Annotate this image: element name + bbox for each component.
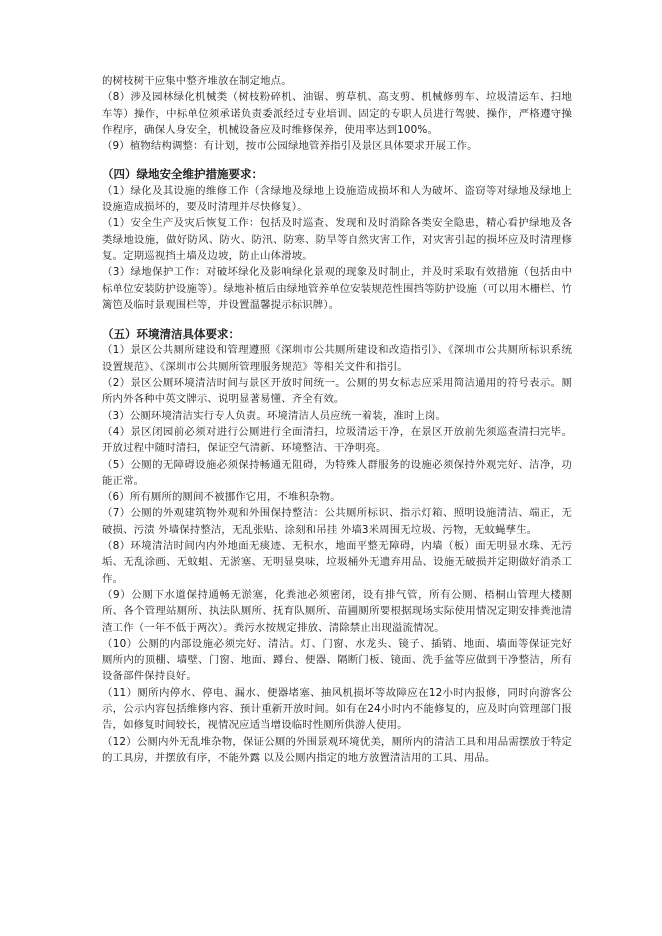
section-4-heading: （四）绿地安全维护措施要求： [102,167,263,182]
section-5-item: （3）公厕环境清洁实行专人负责。环境清洁人员应统一着装，准时上岗。 [102,409,447,422]
section-5-item: （5）公厕的无障碍设施必须保持畅通无阻碍，为特殊人群服务的设施必须保持外观完好、洁净，功能正常。 [102,458,572,487]
document-body [102,73,572,766]
section-5-item: （1）景区公共厕所建设和管理遵照《深圳市公共厕所建设和改造指引》、《深圳市公共厕所标识系统设置规范》、《深圳市公共厕所管理服务规范》等相关文件和指引。 [102,344,572,373]
section-4-item: （1）绿化及其设施的维修工作（含绿地及绿地上设施造成损坏和人为破坏、盗窃等对绿地及绿地上设施造成损坏的，要及时清理并尽快修复）。 [102,184,572,214]
section-5-item: （8）环境清洁时间内内外地面无痰迹、无积水，地面平整无障碍，内墙（板）面无明显水珠、无污垢、无乱涂画、无蚊蛆、无淤塞、无明显臭味，垃圾桶外无遗弃用品、设施无破损并定期做好消杀工作。 [102,540,572,585]
section-5-item: （11）厕所内停水、停电、漏水、便器堵塞、抽风机损坏等故障应在12小时内报修，同时向游客公示，公示内容包括维修内容、预计重新开放时间。如有在24小时内不能修复的，应及时向管理部门报告，如修复时间较长，视情况应适当增设临时性厕所供游人使用。 [102,686,572,732]
section-5-item: （12）公厕内外无乱堆杂物，保证公厕的外围景观环境优美，厕所内的清洁工具和用品需摆放于特定的工具房，并摆放有序，不能外露 以及公厕内指定的地方放置清洁用的工具、用品。 [102,735,572,764]
section-5-item: （4）景区闭园前必须对进行公厕进行全面清扫，垃圾清运干净，在景区开放前先须巡查清扫完毕。开放过程中随时清扫，保证空气清新、环境整洁、干净明亮。 [102,425,572,455]
section-5-item: （9）公厕下水道保持通畅无淤塞，化粪池必须密闭，设有排气管，所有公厕、梧桐山管理大楼厕所、各个管理站厕所、执法队厕所、抚育队厕所、苗圃厕所要根据现场实际使用情况定期安排粪池清渣工作（一年不低于两次）。粪污水按规定排放、清除禁止出现溢流情况。 [102,588,572,634]
section-4-item: （1）安全生产及灾后恢复工作：包括及时巡查、发现和及时消除各类安全隐患，精心看护绿地及各类绿地设施，做好防风、防火、防汛、防寒、防旱等自然灾害工作，对灾害引起的损坏应及时清理修复。定期巡视挡土墙及边坡，防止山体滑坡。 [102,217,572,262]
section-5-heading: （五）环境清洁具体要求： [102,327,240,342]
section-5-item: （6）所有厕所的厕间不被挪作它用，不堆积杂物。 [102,491,341,504]
section-4-item: （3）绿地保护工作：对破坏绿化及影响绿化景观的现象及时制止，并及时采取有效措施（包括由中标单位安装防护设施等）。绿地补植后由绿地管养单位安装规范性围挡等防护设施（可以用木栅栏、竹篱笆及临时景观围栏等，并设置温馨提示标识牌）。 [102,266,572,311]
paragraph-item-9: （9）植物结构调整：有计划，按市公园绿地管养指引及景区具体要求开展工作。 [102,140,478,153]
section-5-item: （10）公厕的内部设施必须完好、清洁。灯、门窗、水龙头、镜子、插销、地面、墙面等保证完好 厕所内的顶棚、墙壁、门窗、地面、蹲台、便器、隔断门板、镜面、洗手盆等应做到干净整洁，所有设备部件保持良好。 [102,637,572,683]
section-5-item: （2）景区公厕环境清洁时间与景区开放时间统一。公厕的男女标志应采用简洁通用的符号表示。厕所内外各种中英文牌示、说明显著易懂、齐全有效。 [102,377,572,406]
paragraph-item-8: （8）涉及园林绿化机械类（树枝粉碎机、油锯、剪草机、高支剪、机械修剪车、垃圾清运车、扫地车等）操作，中标单位须承诺负责委派经过专业培训、固定的专职人员进行驾驶、操作，严格遵守操作程序，确保人身安全，机械设备应及时维修保养，使用率达到100%。 [102,91,572,136]
section-5-item: （7）公厕的外观建筑物外观和外围保持整洁：公共厕所标识、指示灯箱、照明设施清洁、端正，无破损、污渍 外墙保持整洁，无乱张贴、涂刻和吊挂 外墙3米周围无垃圾、污物，无蚊蝇孳生。 [102,507,572,536]
paragraph-continued: 的树枝树干应集中整齐堆放在制定地点。 [102,75,292,87]
